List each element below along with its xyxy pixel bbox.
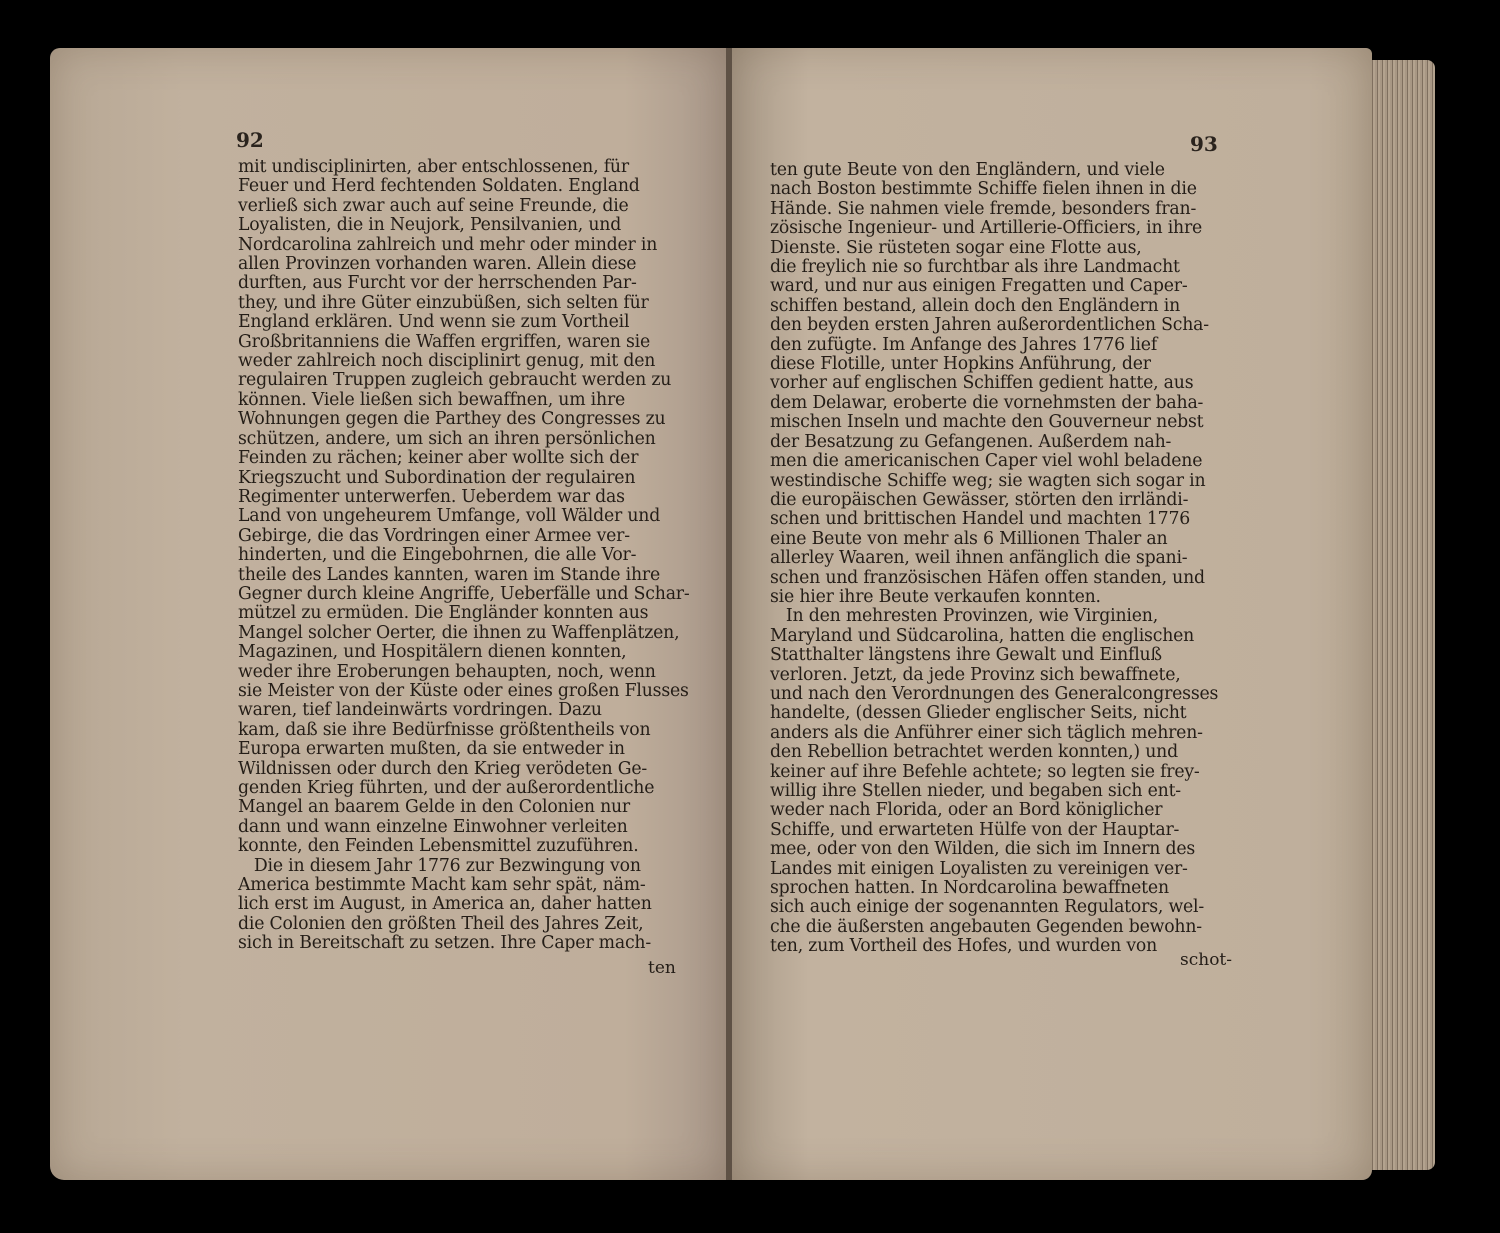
text-line: Nordcarolina zahlreich und mehr oder minder in xyxy=(238,234,658,255)
text-line: westindische Schiffe weg; sie wagten sich sogar in xyxy=(770,470,1206,491)
text-line: regulairen Truppen zugleich gebraucht werden zu xyxy=(238,370,672,391)
text-line: Schiffe, und erwarteten Hülfe von der Hauptar- xyxy=(770,819,1180,840)
text-line: vorher auf englischen Schiffen gedient hatte, aus xyxy=(770,373,1194,394)
text-line: men die americanischen Caper viel wohl beladene xyxy=(770,451,1203,472)
text-line: Land von ungeheurem Umfange, voll Wälder und xyxy=(238,506,661,527)
text-line: konnte, den Feinden Lebensmittel zuzuführen. xyxy=(238,836,639,857)
text-line: können. Viele ließen sich bewaffnen, um ihre xyxy=(238,389,626,410)
text-line: kam, daß sie ihre Bedürfnisse größtentheils von xyxy=(238,719,651,740)
text-line: den beyden ersten Jahren außerordentlichen Scha- xyxy=(770,315,1209,336)
text-line: weder zahlreich noch disciplinirt genug, mit den xyxy=(238,351,656,372)
text-line: verloren. Jetzt, da jede Provinz sich bewaffnete, xyxy=(770,664,1181,685)
text-line: und nach den Verordnungen des Generalcongresses xyxy=(770,683,1219,704)
text-line: ten gute Beute von den Engländern, und viele xyxy=(770,160,1165,180)
text-line: Loyalisten, die in Neujork, Pensilvanien, und xyxy=(238,215,622,236)
text-line: allen Provinzen vorhanden waren. Allein diese xyxy=(238,254,637,275)
text-line: sprochen hatten. In Nordcarolina bewaffneten xyxy=(770,878,1169,899)
text-line: theile des Landes kannten, waren im Stande ihre xyxy=(238,564,660,585)
text-line: genden Krieg führten, und der außerordentliche xyxy=(238,778,655,798)
text-line: schen und brittischen Handel und machten 1776 xyxy=(770,509,1191,530)
text-line: anders als die Anführer einer sich täglich mehren- xyxy=(770,722,1203,743)
text-line: hinderten, und die Eingebohrnen, die alle Vor- xyxy=(238,545,637,566)
text-line: weder nach Florida, oder an Bord königlicher xyxy=(770,800,1163,821)
text-line: dann und wann einzelne Einwohner verleiten xyxy=(238,816,628,837)
text-line: Mangel solcher Oerter, die ihnen zu Waffenplätzen, xyxy=(238,622,680,643)
text-line: handelte, (dessen Glieder englischer Seits, nicht xyxy=(770,703,1187,724)
text-line: die Colonien den größten Theil des Jahres Zeit, xyxy=(238,913,644,934)
text-line: they, und ihre Güter einzubüßen, sich selten für xyxy=(238,292,649,313)
text-line: Maryland und Südcarolina, hatten die englischen xyxy=(770,625,1195,646)
text-line: diese Flotille, unter Hopkins Anführung, der xyxy=(770,354,1151,375)
text-line: England erklären. Und wenn sie zum Vortheil xyxy=(238,312,630,333)
text-line: Europa erwarten mußten, da sie entweder in xyxy=(238,739,625,760)
page-number: 93 xyxy=(1190,132,1218,156)
text-line: mischen Inseln und machte den Gouverneur nebst xyxy=(770,412,1204,433)
text-line: waren, tief landeinwärts vordringen. Dazu xyxy=(238,700,602,721)
text-line: weder ihre Eroberungen behaupten, noch, wenn xyxy=(238,661,656,682)
text-line: che die äußersten angebauten Gegenden bewohn- xyxy=(770,916,1202,937)
text-line: sie Meister von der Küste oder eines großen Flusses xyxy=(238,680,689,701)
text-line: ten, zum Vortheil des Hofes, und wurden von xyxy=(770,936,1158,957)
text-line: Statthalter längstens ihre Gewalt und Einfluß xyxy=(770,645,1162,666)
text-line: Kriegszucht und Subordination der regulairen xyxy=(238,467,636,488)
text-line: mee, oder von den Wilden, die sich im Innern des xyxy=(770,839,1196,860)
text-line: allerley Waaren, weil ihnen anfänglich die spani- xyxy=(770,548,1188,569)
text-line: Magazinen, und Hospitälern dienen konnten, xyxy=(238,642,627,663)
text-line: Gegner durch kleine Angriffe, Ueberfälle und Schar- xyxy=(238,583,690,604)
text-line: Dienste. Sie rüsteten sogar eine Flotte aus, xyxy=(770,237,1142,258)
open-book xyxy=(50,40,1435,1190)
text-line: Gebirge, die das Vordringen einer Armee ver- xyxy=(238,525,630,546)
text-line: eine Beute von mehr als 6 Millionen Thaler an xyxy=(770,528,1168,549)
text-line: Die in diesem Jahr 1776 zur Bezwingung von xyxy=(238,855,641,876)
text-line: America bestimmte Macht kam sehr spät, näm- xyxy=(238,875,646,896)
text-line: In den mehresten Provinzen, wie Virginien, xyxy=(770,606,1158,627)
text-line: zösische Ingenieur- und Artillerie-Officiers, in ihre xyxy=(770,218,1203,239)
text-line: schützen, andere, um sich an ihren persönlichen xyxy=(238,428,656,449)
text-line: durften, aus Furcht vor der herrschenden Par- xyxy=(238,273,637,294)
catchword: schot- xyxy=(1180,950,1233,970)
text-line: Hände. Sie nahmen viele fremde, besonders fran- xyxy=(770,198,1197,219)
catchword: ten xyxy=(648,958,676,978)
text-line: schen und französischen Häfen offen standen, und xyxy=(770,567,1205,588)
text-line: Landes mit einigen Loyalisten zu vereinigen ver- xyxy=(770,858,1188,879)
page-body-text xyxy=(238,158,690,954)
text-line: sich in Bereitschaft zu setzen. Ihre Caper mach- xyxy=(238,933,652,954)
text-line: der Besatzung zu Gefangenen. Außerdem nah- xyxy=(770,431,1172,452)
text-line: Wohnungen gegen die Parthey des Congresses zu xyxy=(238,409,666,430)
text-line: ward, und nur aus einigen Fregatten und Caper- xyxy=(770,276,1188,297)
text-line: Mangel an baarem Gelde in den Colonien nur xyxy=(238,797,630,818)
text-line: lich erst im August, in America an, daher hatten xyxy=(238,894,652,915)
text-line: die freylich nie so furchtbar als ihre Landmacht xyxy=(770,257,1180,278)
text-line: keiner auf ihre Befehle achtete; so legten sie frey- xyxy=(770,761,1200,782)
left-page xyxy=(50,48,726,1180)
page-body-text xyxy=(770,161,1218,957)
text-line: sie hier ihre Beute verkaufen konnten. xyxy=(770,586,1101,607)
text-line: sich auch einige der sogenannten Regulators, wel- xyxy=(770,897,1205,918)
page-number: 92 xyxy=(236,128,264,152)
text-line: dem Delawar, eroberte die vornehmsten der baha- xyxy=(770,392,1204,413)
text-line: Regimenter unterwerfen. Ueberdem war das xyxy=(238,486,625,507)
text-line: Feinden zu rächen; keiner aber wollte sich der xyxy=(238,448,639,469)
text-line: mützel zu ermüden. Die Engländer konnten aus xyxy=(238,603,649,624)
text-line: den Rebellion betrachtet werden konnten,) und xyxy=(770,742,1178,763)
text-line: schiffen bestand, allein doch den Engländern in xyxy=(770,295,1181,316)
text-line: willig ihre Stellen nieder, und begaben sich ent- xyxy=(770,781,1181,801)
page-edges xyxy=(1365,60,1435,1170)
text-line: verließ sich zwar auch auf seine Freunde, die xyxy=(238,195,629,216)
text-line: den zufügte. Im Anfange des Jahres 1776 lief xyxy=(770,334,1158,355)
text-line: Großbritanniens die Waffen ergriffen, waren sie xyxy=(238,331,651,352)
text-line: die europäischen Gewässer, störten den irrländi- xyxy=(770,489,1189,510)
text-line: Feuer und Herd fechtenden Soldaten. England xyxy=(238,176,640,197)
right-page xyxy=(732,48,1372,1180)
text-line: Wildnissen oder durch den Krieg verödeten Ge- xyxy=(238,758,648,779)
text-line: mit undisciplinirten, aber entschlossenen, für xyxy=(238,157,629,177)
text-line: nach Boston bestimmte Schiffe fielen ihnen in die xyxy=(770,179,1197,200)
